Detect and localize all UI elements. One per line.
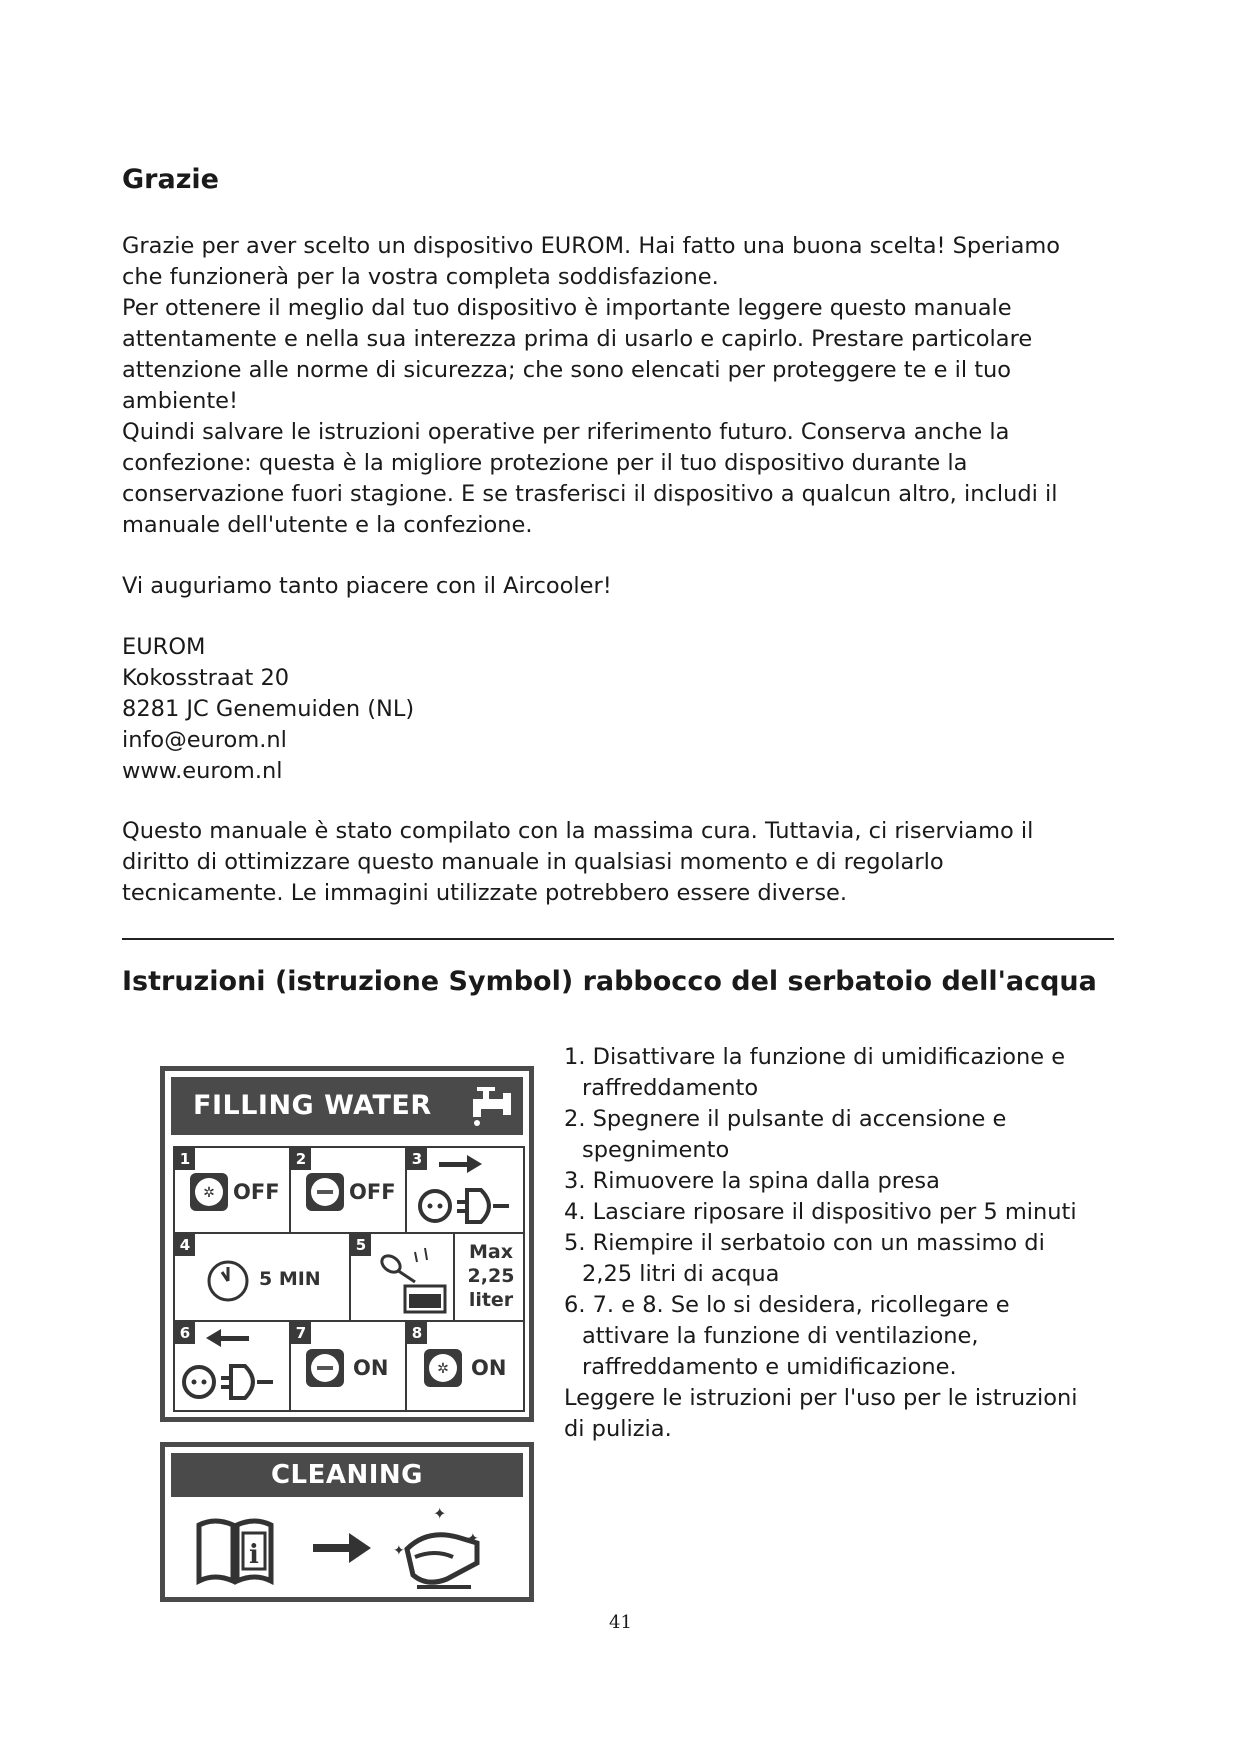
svg-text:✦: ✦: [467, 1531, 479, 1547]
five-minutes-label: 5 MIN: [259, 1268, 321, 1290]
instruction-step-line: 5. Riempire il serbatoio con un massimo di: [564, 1230, 1045, 1256]
instruction-step-line: 2. Spegnere il pulsante di accensione e: [564, 1106, 1007, 1132]
intro-line: che funzionerà per la vostra completa soddisfazione.: [122, 264, 719, 290]
intro-line: manuale dell'utente e la confezione.: [122, 512, 533, 538]
heading-grazie: Grazie: [122, 164, 219, 195]
address-block: [122, 632, 1122, 787]
step-cell-3: [405, 1146, 525, 1234]
filling-water-title: FILLING WATER: [171, 1077, 523, 1135]
off-label: OFF: [349, 1180, 396, 1204]
cleaning-title: CLEANING: [171, 1453, 523, 1497]
svg-text:✲: ✲: [203, 1185, 215, 1201]
disclaimer-paragraph: [122, 816, 1122, 909]
cool-humidify-button-icon: [423, 1348, 463, 1388]
svg-text:✦: ✦: [433, 1504, 447, 1523]
address-line: www.eurom.nl: [122, 758, 283, 784]
intro-line: Grazie per aver scelto un dispositivo EUROM. Hai fatto una buona scelta! Speriamo: [122, 233, 1061, 259]
on-label: ON: [471, 1356, 507, 1380]
instruction-step-line: spegnimento: [582, 1137, 730, 1163]
intro-line: attenzione alle norme di sicurezza; che sono elencati per proteggere te e il tuo: [122, 357, 1012, 383]
divider-line: [122, 938, 1114, 940]
instruction-step-line: Leggere le istruzioni per l'uso per le istruzioni: [564, 1385, 1078, 1411]
step-cell-1: [173, 1146, 291, 1234]
wish-paragraph: [122, 571, 1122, 602]
disclaimer-line: Questo manuale è stato compilato con la massima cura. Tuttavia, ci riserviamo il: [122, 818, 1034, 844]
max-capacity-label-line: liter: [468, 1289, 514, 1311]
step-cell-2: [289, 1146, 407, 1234]
power-button-icon: [305, 1172, 345, 1212]
svg-text:✦: ✦: [393, 1543, 405, 1559]
off-label: OFF: [233, 1180, 280, 1204]
wish-text: Vi auguriamo tanto piacere con il Aircooler!: [122, 573, 612, 599]
page-number: 41: [609, 1612, 632, 1633]
max-capacity-label-line: 2,25: [467, 1265, 515, 1287]
intro-paragraph: [122, 231, 1122, 541]
step-cell-5: [349, 1232, 525, 1322]
cleaning-pictogram: [160, 1442, 534, 1602]
step-number: 6: [175, 1322, 195, 1344]
step-number: 5: [351, 1234, 371, 1256]
cool-humidify-button-icon: [189, 1172, 229, 1212]
step-number: 3: [407, 1148, 427, 1170]
max-capacity-label: [461, 1240, 521, 1312]
instruction-step-line: 2,25 litri di acqua: [582, 1261, 780, 1287]
instruction-step-line: 1. Disattivare la funzione di umidificazione e: [564, 1044, 1066, 1070]
address-line: 8281 JC Genemuiden (NL): [122, 696, 415, 722]
heading-instructions: Istruzioni (istruzione Symbol) rabbocco del serbatoio dell'acqua: [122, 966, 1097, 997]
max-capacity-divider: [453, 1234, 455, 1320]
plug-in-icon: [181, 1360, 281, 1404]
instruction-step-line: 6. 7. e 8. Se lo si desidera, ricollegare e: [564, 1292, 1010, 1318]
address-line: Kokosstraat 20: [122, 665, 290, 691]
instruction-step-line: raffreddamento: [582, 1075, 759, 1101]
faucet-icon: [469, 1085, 515, 1127]
instruction-step-line: 4. Lasciare riposare il dispositivo per 5 minuti: [564, 1199, 1077, 1225]
step-cell-4: [173, 1232, 351, 1322]
svg-text:i: i: [249, 1540, 259, 1570]
disclaimer-line: diritto di ottimizzare questo manuale in qualsiasi momento e di regolarlo: [122, 849, 944, 875]
step-number: 4: [175, 1234, 195, 1256]
instruction-step-line: di pulizia.: [564, 1416, 672, 1442]
intro-line: Quindi salvare le istruzioni operative per riferimento futuro. Conserva anche la: [122, 419, 1010, 445]
instruction-step-line: raffreddamento e umidificazione.: [582, 1354, 957, 1380]
address-line: info@eurom.nl: [122, 727, 287, 753]
arrow-right-icon: [439, 1154, 483, 1174]
intro-line: Per ottenere il meglio dal tuo dispositivo è importante leggere questo manuale: [122, 295, 1012, 321]
fill-tank-icon: [375, 1242, 455, 1318]
step-cell-7: [289, 1320, 407, 1412]
manual-book-icon: [195, 1513, 275, 1585]
step-cell-6: [173, 1320, 291, 1412]
unplug-icon: [417, 1184, 517, 1228]
disclaimer-line: tecnicamente. Le immagini utilizzate potrebbero essere diverse.: [122, 880, 848, 906]
step-number: 7: [291, 1322, 311, 1344]
intro-line: confezione: questa è la migliore protezione per il tuo dispositivo durante la: [122, 450, 968, 476]
filling-water-pictogram: [160, 1066, 534, 1422]
address-line: EUROM: [122, 634, 206, 660]
step-number: 1: [175, 1148, 195, 1170]
svg-text:✲: ✲: [437, 1361, 449, 1377]
on-label: ON: [353, 1356, 389, 1380]
wipe-clean-hand-icon: [387, 1503, 487, 1595]
step-cell-8: [405, 1320, 525, 1412]
step-number: 2: [291, 1148, 311, 1170]
intro-line: conservazione fuori stagione. E se trasferisci il dispositivo a qualcun altro, includi il: [122, 481, 1058, 507]
arrow-right-icon: [313, 1533, 373, 1563]
filling-steps-grid: [173, 1146, 525, 1412]
intro-line: attentamente e nella sua interezza prima di usarlo e capirlo. Prestare particolare: [122, 326, 1033, 352]
intro-line: ambiente!: [122, 388, 239, 414]
instruction-steps-list: [564, 1042, 1124, 1445]
clock-icon: [205, 1258, 251, 1304]
max-capacity-label-line: Max: [469, 1241, 513, 1263]
instruction-step-line: 3. Rimuovere la spina dalla presa: [564, 1168, 940, 1194]
arrow-left-icon: [205, 1328, 249, 1348]
power-button-icon: [305, 1348, 345, 1388]
step-number: 8: [407, 1322, 427, 1344]
instruction-step-line: attivare la funzione di ventilazione,: [582, 1323, 979, 1349]
